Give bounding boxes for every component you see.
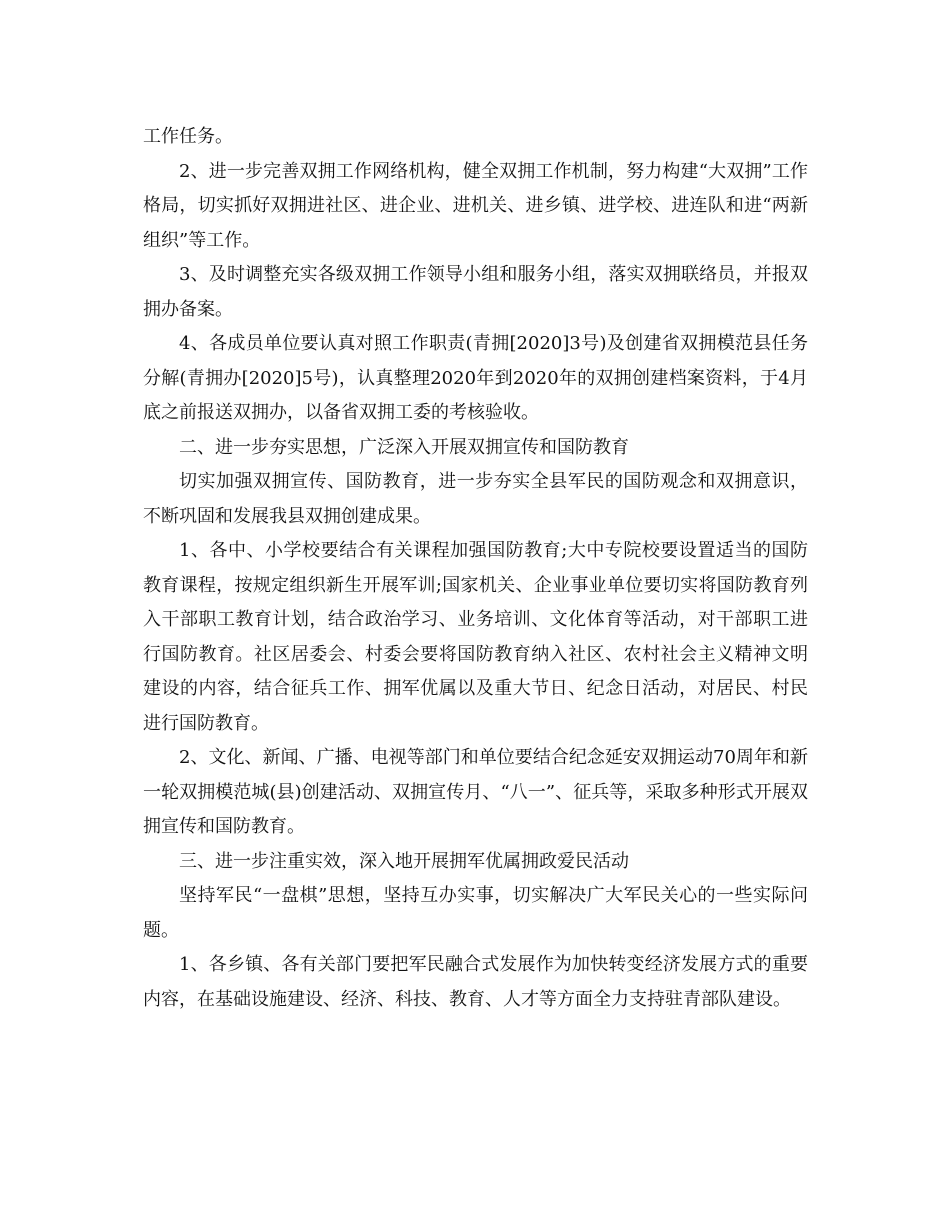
paragraph-continuation: 工作任务。 [143,126,233,147]
paragraph-item-2-network: 2、进一步完善双拥工作网络机构，健全双拥工作机制，努力构建“大双拥”工作格局，切实抓好双拥进社区、进企业、进机关、进乡镇、进学校、进连队和进“两新组织”等工作。 [143,160,808,251]
paragraph-section-2-intro: 切实加强双拥宣传、国防教育，进一步夯实全县军民的国防观念和双拥意识，不断巩固和发展我县双拥创建成果。 [143,471,808,527]
paragraph-item-3-adjust: 3、及时调整充实各级双拥工作领导小组和服务小组，落实双拥联络员，并报双拥办备案。 [143,264,808,320]
paragraph-section-3-intro: 坚持军民“一盘棋”思想，坚持互办实事，切实解决广大军民关心的一些实际问题。 [143,885,808,941]
document-body [143,120,808,1017]
paragraph-section-2-item-2: 2、文化、新闻、广播、电视等部门和单位要结合纪念延安双拥运动70周年和新一轮双拥模范城(县)创建活动、双拥宣传月、“八一”、征兵等，采取多种形式开展双拥宣传和国防教育。 [143,747,808,837]
section-heading-3: 三、进一步注重实效，深入地开展拥军优属拥政爱民活动 [179,850,629,872]
paragraph-section-2-item-1: 1、各中、小学校要结合有关课程加强国防教育;大中专院校要设置适当的国防教育课程，按规定组织新生开展军训;国家机关、企业事业单位要切实将国防教育列入干部职工教育计划，结合政治学习、业务培训、文化体育等活动，对干部职工进行国防教育。社区居委会、村委会要将国防教育纳入社区、农村社会主义精神文明建设的内容，结合征兵工作、拥军优属以及重大节日、纪念日活动，对居民、村民进行国防教育。 [143,540,808,734]
paragraph-section-3-item-1: 1、各乡镇、各有关部门要把军民融合式发展作为加快转变经济发展方式的重要内容，在基础设施建设、经济、科技、教育、人才等方面全力支持驻青部队建设。 [143,954,808,1010]
section-heading-2: 二、进一步夯实思想，广泛深入开展双拥宣传和国防教育 [179,436,629,458]
paragraph-item-4-archive: 4、各成员单位要认真对照工作职责(青拥[2020]3号)及创建省双拥模范县任务分解(青拥办[2020]5号)，认真整理2020年到2020年的双拥创建档案资料，于4月底之前报送双拥办，以备省双拥工委的考核验收。 [143,333,808,423]
